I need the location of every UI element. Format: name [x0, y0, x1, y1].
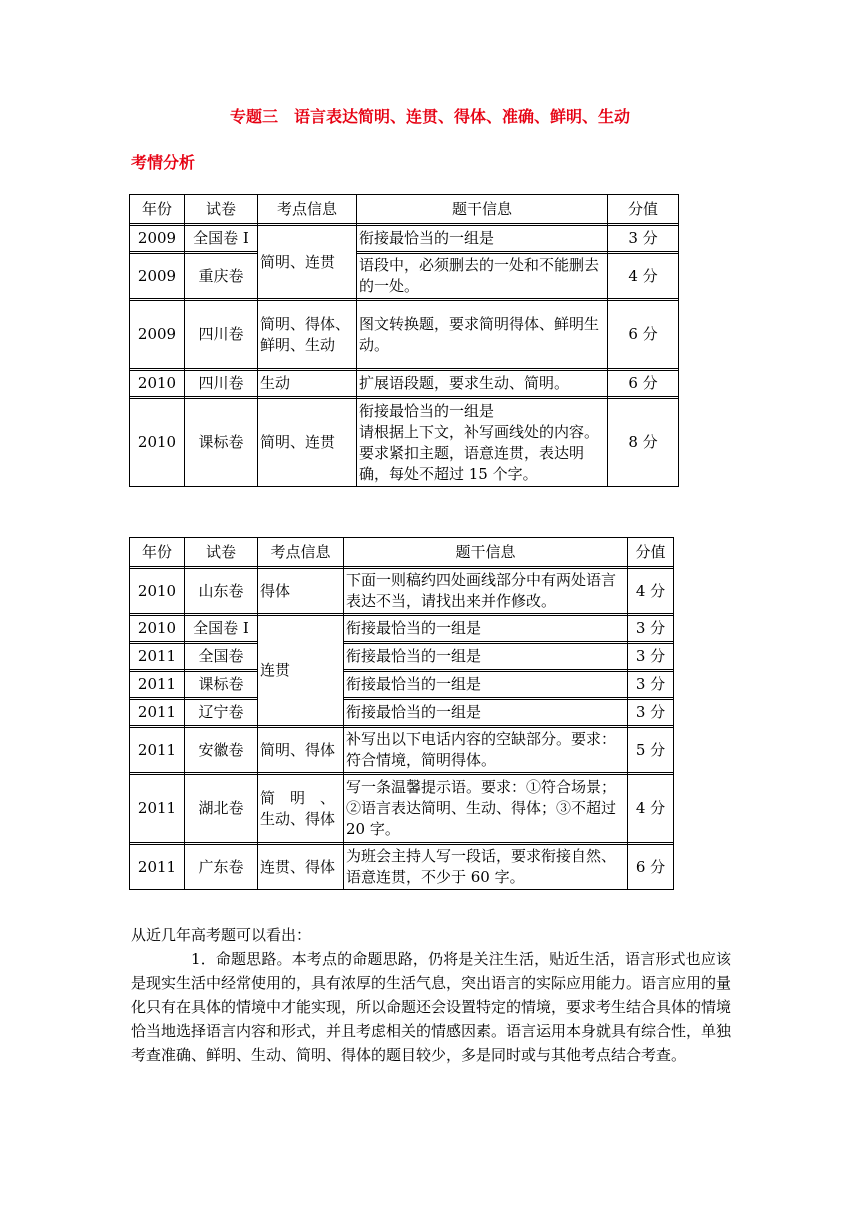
- cell-paper: 全国卷 I: [185, 226, 258, 252]
- cell-year: 2009: [130, 254, 185, 299]
- header-desc: 题干信息: [357, 195, 608, 224]
- cell-desc: 扩展语段题，要求生动、简明。: [357, 371, 608, 397]
- cell-score: 5 分: [628, 728, 674, 773]
- cell-desc: 衔接最恰当的一组是 请根据上下文，补写画线处的内容。要求紧扣主题，语意连贯，表达明确，每处不超过 15 个字。: [357, 399, 608, 487]
- cell-point: 简明、连贯: [258, 399, 357, 487]
- cell-year: 2011: [130, 775, 185, 843]
- analysis-paragraph: 1．命题思路。本考点的命题思路，仍将是关注生活，贴近生活，语言形式也应该是现实生活中经常使用的，具有浓厚的生活气息，突出语言的实际应用能力。语言应用的量化只有在具体的情境中才能实现，所以命题还会设置特定的情境，要求考生结合具体的情境恰当地选择语言内容和形式，并且考虑相关的情感因素。语言运用本身就具有综合性，单独考查准确、鲜明、生动、简明、得体的题目较少，多是同时或与其他考点结合考查。: [131, 950, 732, 1064]
- cell-year: 2011: [130, 700, 185, 726]
- cell-score: 3 分: [628, 644, 674, 670]
- cell-paper: 全国卷: [185, 644, 258, 670]
- table-row: [130, 644, 674, 670]
- table-row: [130, 728, 674, 773]
- cell-paper: 四川卷: [185, 301, 258, 369]
- cell-point: 简 明 、生动、得体: [258, 775, 344, 843]
- cell-point: 简明、得体、鲜明、生动: [258, 301, 357, 369]
- table-header-row: [130, 538, 674, 567]
- cell-paper: 全国卷 I: [185, 616, 258, 642]
- header-point: 考点信息: [258, 195, 357, 224]
- header-paper: 试卷: [185, 538, 258, 567]
- cell-score: 3 分: [608, 226, 679, 252]
- cell-year: 2010: [130, 569, 185, 614]
- header-paper: 试卷: [185, 195, 258, 224]
- cell-score: 4 分: [608, 254, 679, 299]
- table-row: [130, 371, 679, 397]
- cell-score: 6 分: [628, 845, 674, 890]
- cell-point: 简明、得体: [258, 728, 344, 773]
- cell-year: 2009: [130, 301, 185, 369]
- table-row: [130, 569, 674, 614]
- cell-score: 3 分: [628, 672, 674, 698]
- table-row: [130, 226, 679, 252]
- table-row: [130, 254, 679, 299]
- table-row: [130, 845, 674, 890]
- cell-year: 2010: [130, 371, 185, 397]
- cell-point: 连贯、得体: [258, 845, 344, 890]
- table-row: [130, 616, 674, 642]
- cell-desc: 写一条温馨提示语。要求：①符合场景；②语言表达简明、生动、得体；③不超过 20 字。: [344, 775, 628, 843]
- cell-desc: 语段中，必须删去的一处和不能删去的一处。: [357, 254, 608, 299]
- cell-year: 2011: [130, 672, 185, 698]
- cell-year: 2010: [130, 616, 185, 642]
- cell-desc: 为班会主持人写一段话，要求衔接自然、语意连贯，不少于 60 字。: [344, 845, 628, 890]
- cell-score: 8 分: [608, 399, 679, 487]
- cell-desc: 图文转换题，要求简明得体、鲜明生动。: [357, 301, 608, 369]
- cell-desc: 衔接最恰当的一组是: [344, 644, 628, 670]
- cell-desc: 补写出以下电话内容的空缺部分。要求：符合情境，简明得体。: [344, 728, 628, 773]
- table-header-row: [130, 195, 679, 224]
- header-point: 考点信息: [258, 538, 344, 567]
- cell-score: 6 分: [608, 371, 679, 397]
- cell-desc: 衔接最恰当的一组是: [344, 616, 628, 642]
- table-row: [130, 399, 679, 487]
- section-heading: 考情分析: [131, 153, 196, 172]
- cell-score: 4 分: [628, 775, 674, 843]
- exam-table-1: [129, 194, 679, 487]
- cell-score: 4 分: [628, 569, 674, 614]
- intro-text: 从近几年高考题可以看出：: [131, 926, 312, 944]
- cell-desc: 下面一则稿约四处画线部分中有两处语言表达不当，请找出来并作修改。: [344, 569, 628, 614]
- cell-desc: 衔接最恰当的一组是: [344, 700, 628, 726]
- header-year: 年份: [130, 195, 185, 224]
- cell-year: 2009: [130, 226, 185, 252]
- cell-paper: 四川卷: [185, 371, 258, 397]
- cell-desc: 衔接最恰当的一组是: [344, 672, 628, 698]
- header-score: 分值: [628, 538, 674, 567]
- cell-paper: 湖北卷: [185, 775, 258, 843]
- header-desc: 题干信息: [344, 538, 628, 567]
- exam-table-2: [129, 537, 674, 890]
- page-title: 专题三 语言表达简明、连贯、得体、准确、鲜明、生动: [229, 107, 630, 126]
- cell-paper: 广东卷: [185, 845, 258, 890]
- cell-point: 连贯: [258, 616, 344, 726]
- cell-point: 得体: [258, 569, 344, 614]
- cell-score: 3 分: [628, 616, 674, 642]
- cell-desc: 衔接最恰当的一组是: [357, 226, 608, 252]
- cell-year: 2011: [130, 845, 185, 890]
- table-row: [130, 301, 679, 369]
- cell-paper: 重庆卷: [185, 254, 258, 299]
- cell-paper: 课标卷: [185, 399, 258, 487]
- cell-paper: 安徽卷: [185, 728, 258, 773]
- cell-year: 2011: [130, 644, 185, 670]
- table-row: [130, 672, 674, 698]
- cell-paper: 辽宁卷: [185, 700, 258, 726]
- cell-paper: 课标卷: [185, 672, 258, 698]
- cell-point: 简明、连贯: [258, 226, 357, 299]
- cell-point: 生动: [258, 371, 357, 397]
- cell-year: 2011: [130, 728, 185, 773]
- cell-year: 2010: [130, 399, 185, 487]
- header-year: 年份: [130, 538, 185, 567]
- table-row: [130, 775, 674, 843]
- cell-score: 6 分: [608, 301, 679, 369]
- cell-score: 3 分: [628, 700, 674, 726]
- header-score: 分值: [608, 195, 679, 224]
- table-row: [130, 700, 674, 726]
- cell-paper: 山东卷: [185, 569, 258, 614]
